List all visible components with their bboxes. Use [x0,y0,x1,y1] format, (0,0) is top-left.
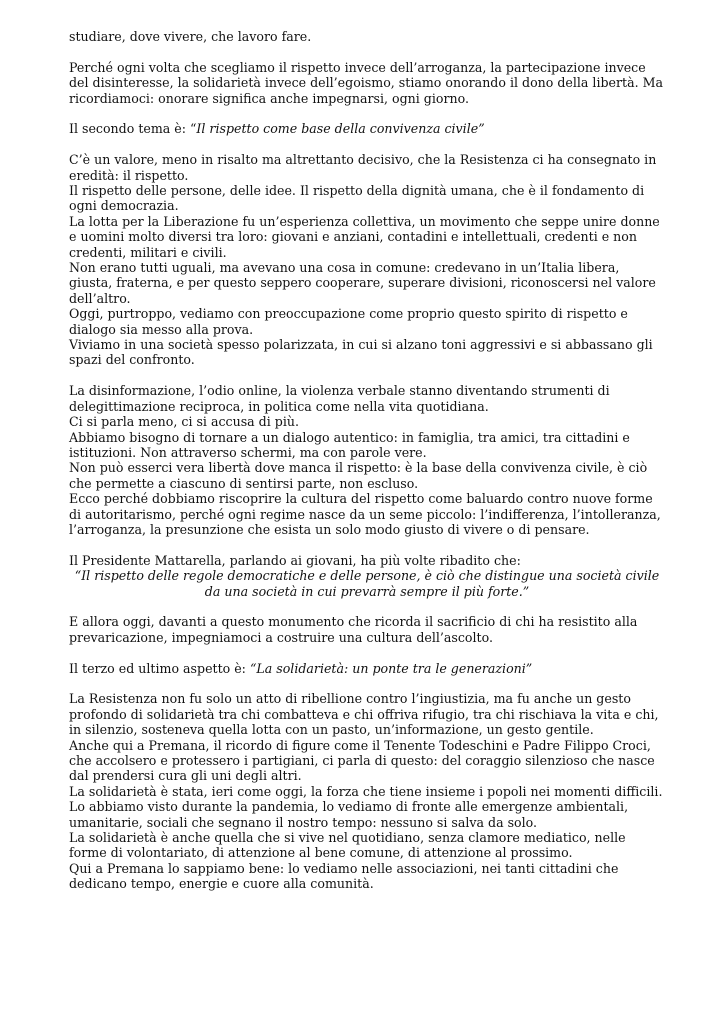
text-line: Oggi, purtroppo, vediamo con preoccupazione come proprio questo spirito di rispetto e dialogo sia messo alla prova. [69,306,628,337]
paragraph-respect-vs-arrogance: Perché ogni volta che scegliamo il rispetto invece dell’arroganza, la partecipazione invece del disinteresse, la solidarietà invece dell’egoismo, stiamo onorando il dono della libertà. Ma ricordiamoci: onorare significa anche impegnarsi, ogni giorno. [69,59,663,106]
text-line: Qui a Premana lo sappiamo bene: lo vediamo nelle associazioni, nei tanti cittadini che dedicano tempo, energie e cuore alla comunità. [69,860,619,892]
text-line: Il rispetto delle persone, delle idee. Il rispetto della dignità umana, che è il fondamento di ogni democrazia. [69,183,645,214]
theme-three-prefix: Il terzo ed ultimo aspetto è: [69,660,250,676]
text-line: Viviamo in una società spesso polarizzata, in cui si alzano toni aggressivi e si abbassano gli spazi del confronto. [69,337,653,368]
text-line: Ci si parla meno, ci si accusa di più. [69,414,299,430]
section-two-continued-paragraph [69,383,665,537]
text-line: La lotta per la Liberazione fu un’esperienza collettiva, un movimento che seppe unire donne e uomini molto diversi tra loro: giovani e anziani, contadini e intellettuali, credenti e non credenti, militari e civili. [69,213,660,260]
text-line: Anche qui a Premana, il ricordo di figure come il Tenente Todeschini e Padre Filippo Croci, che accolsero e protessero i partigiani, ci parla di questo: del coraggio silenzioso che nasce dal prendersi cura gli uni degli altri. [69,737,655,784]
monument-paragraph: E allora oggi, davanti a questo monumento che ricorda il sacrificio di chi ha resistito alla prevaricazione, impegniamoci a costruire una cultura dell’ascolto. [69,614,638,645]
theme-two-heading [69,121,665,136]
theme-three-heading [69,661,665,676]
document-page [69,29,665,892]
text-line: C’è un valore, meno in risalto ma altrettanto decisivo, che la Resistenza ci ha consegnato in eredità: il rispetto. [69,152,657,183]
text-line: Ecco perché dobbiamo riscoprire la cultura del rispetto come baluardo contro nuove forme di autoritarismo, perché ogni regime nasce da un seme piccolo: l’indifferenza, l’intolleranza, l’arroganza, la presunzione che esista un solo modo giusto di vivere o di pensare. [69,491,661,537]
mattarella-quote: “Il rispetto delle regole democratiche e delle persone, è ciò che distingue una società civile da una società in cui prevarrà sempre il più forte.” [74,568,660,599]
text-line: Non può esserci vera libertà dove manca il rispetto: è la base della convivenza civile, è ciò che permette a ciascuno di sentirsi parte, non escluso. [69,460,648,491]
theme-two-prefix: Il secondo tema è: “ [69,121,197,137]
section-three-paragraph [69,691,665,891]
text-line: La disinformazione, l’odio online, la violenza verbale stanno diventando strumenti di delegittimazione reciproca, in politica come nella vita quotidiana. [69,383,610,414]
text-line: La solidarietà è stata, ieri come oggi, la forza che tiene insieme i popoli nei momenti difficili. [69,783,663,799]
text-line: Lo abbiamo visto durante la pandemia, lo vediamo di fronte alle emergenze ambientali, umanitarie, sociali che segnano il nostro tempo: nessuno si salva da solo. [69,799,629,830]
text-line: La solidarietà è anche quella che si vive nel quotidiano, senza clamore mediatico, nelle forme di volontariato, di attenzione al bene comune, di attenzione al prossimo. [69,830,626,861]
intro-line: studiare, dove vivere, che lavoro fare. [69,29,312,44]
theme-three-title: “La solidarietà: un ponte tra le generazioni” [249,660,533,676]
theme-two-suffix: ” [478,121,485,137]
text-line: Abbiamo bisogno di tornare a un dialogo autentico: in famiglia, tra amici, tra cittadini e istituzioni. Non attraverso schermi, ma con parole vere. [69,429,630,460]
mattarella-intro: Il Presidente Mattarella, parlando ai giovani, ha più volte ribadito che: [69,552,521,568]
section-two-paragraph [69,152,665,368]
text-line: Non erano tutti uguali, ma avevano una cosa in comune: credevano in un’Italia libera, giusta, fraterna, e per questo seppero cooperare, superare divisioni, riconoscersi nel valore dell’altro. [69,260,656,306]
theme-two-title: Il rispetto come base della convivenza civile [196,121,479,137]
text-line: La Resistenza non fu solo un atto di ribellione contro l’ingiustizia, ma fu anche un gesto profondo di solidarietà tra chi combatteva e chi offriva rifugio, tra chi rischiava la vita e chi, in silenzio, sosteneva quella lotta con un pasto, un’informazione, un gesto gentile. [69,691,659,738]
